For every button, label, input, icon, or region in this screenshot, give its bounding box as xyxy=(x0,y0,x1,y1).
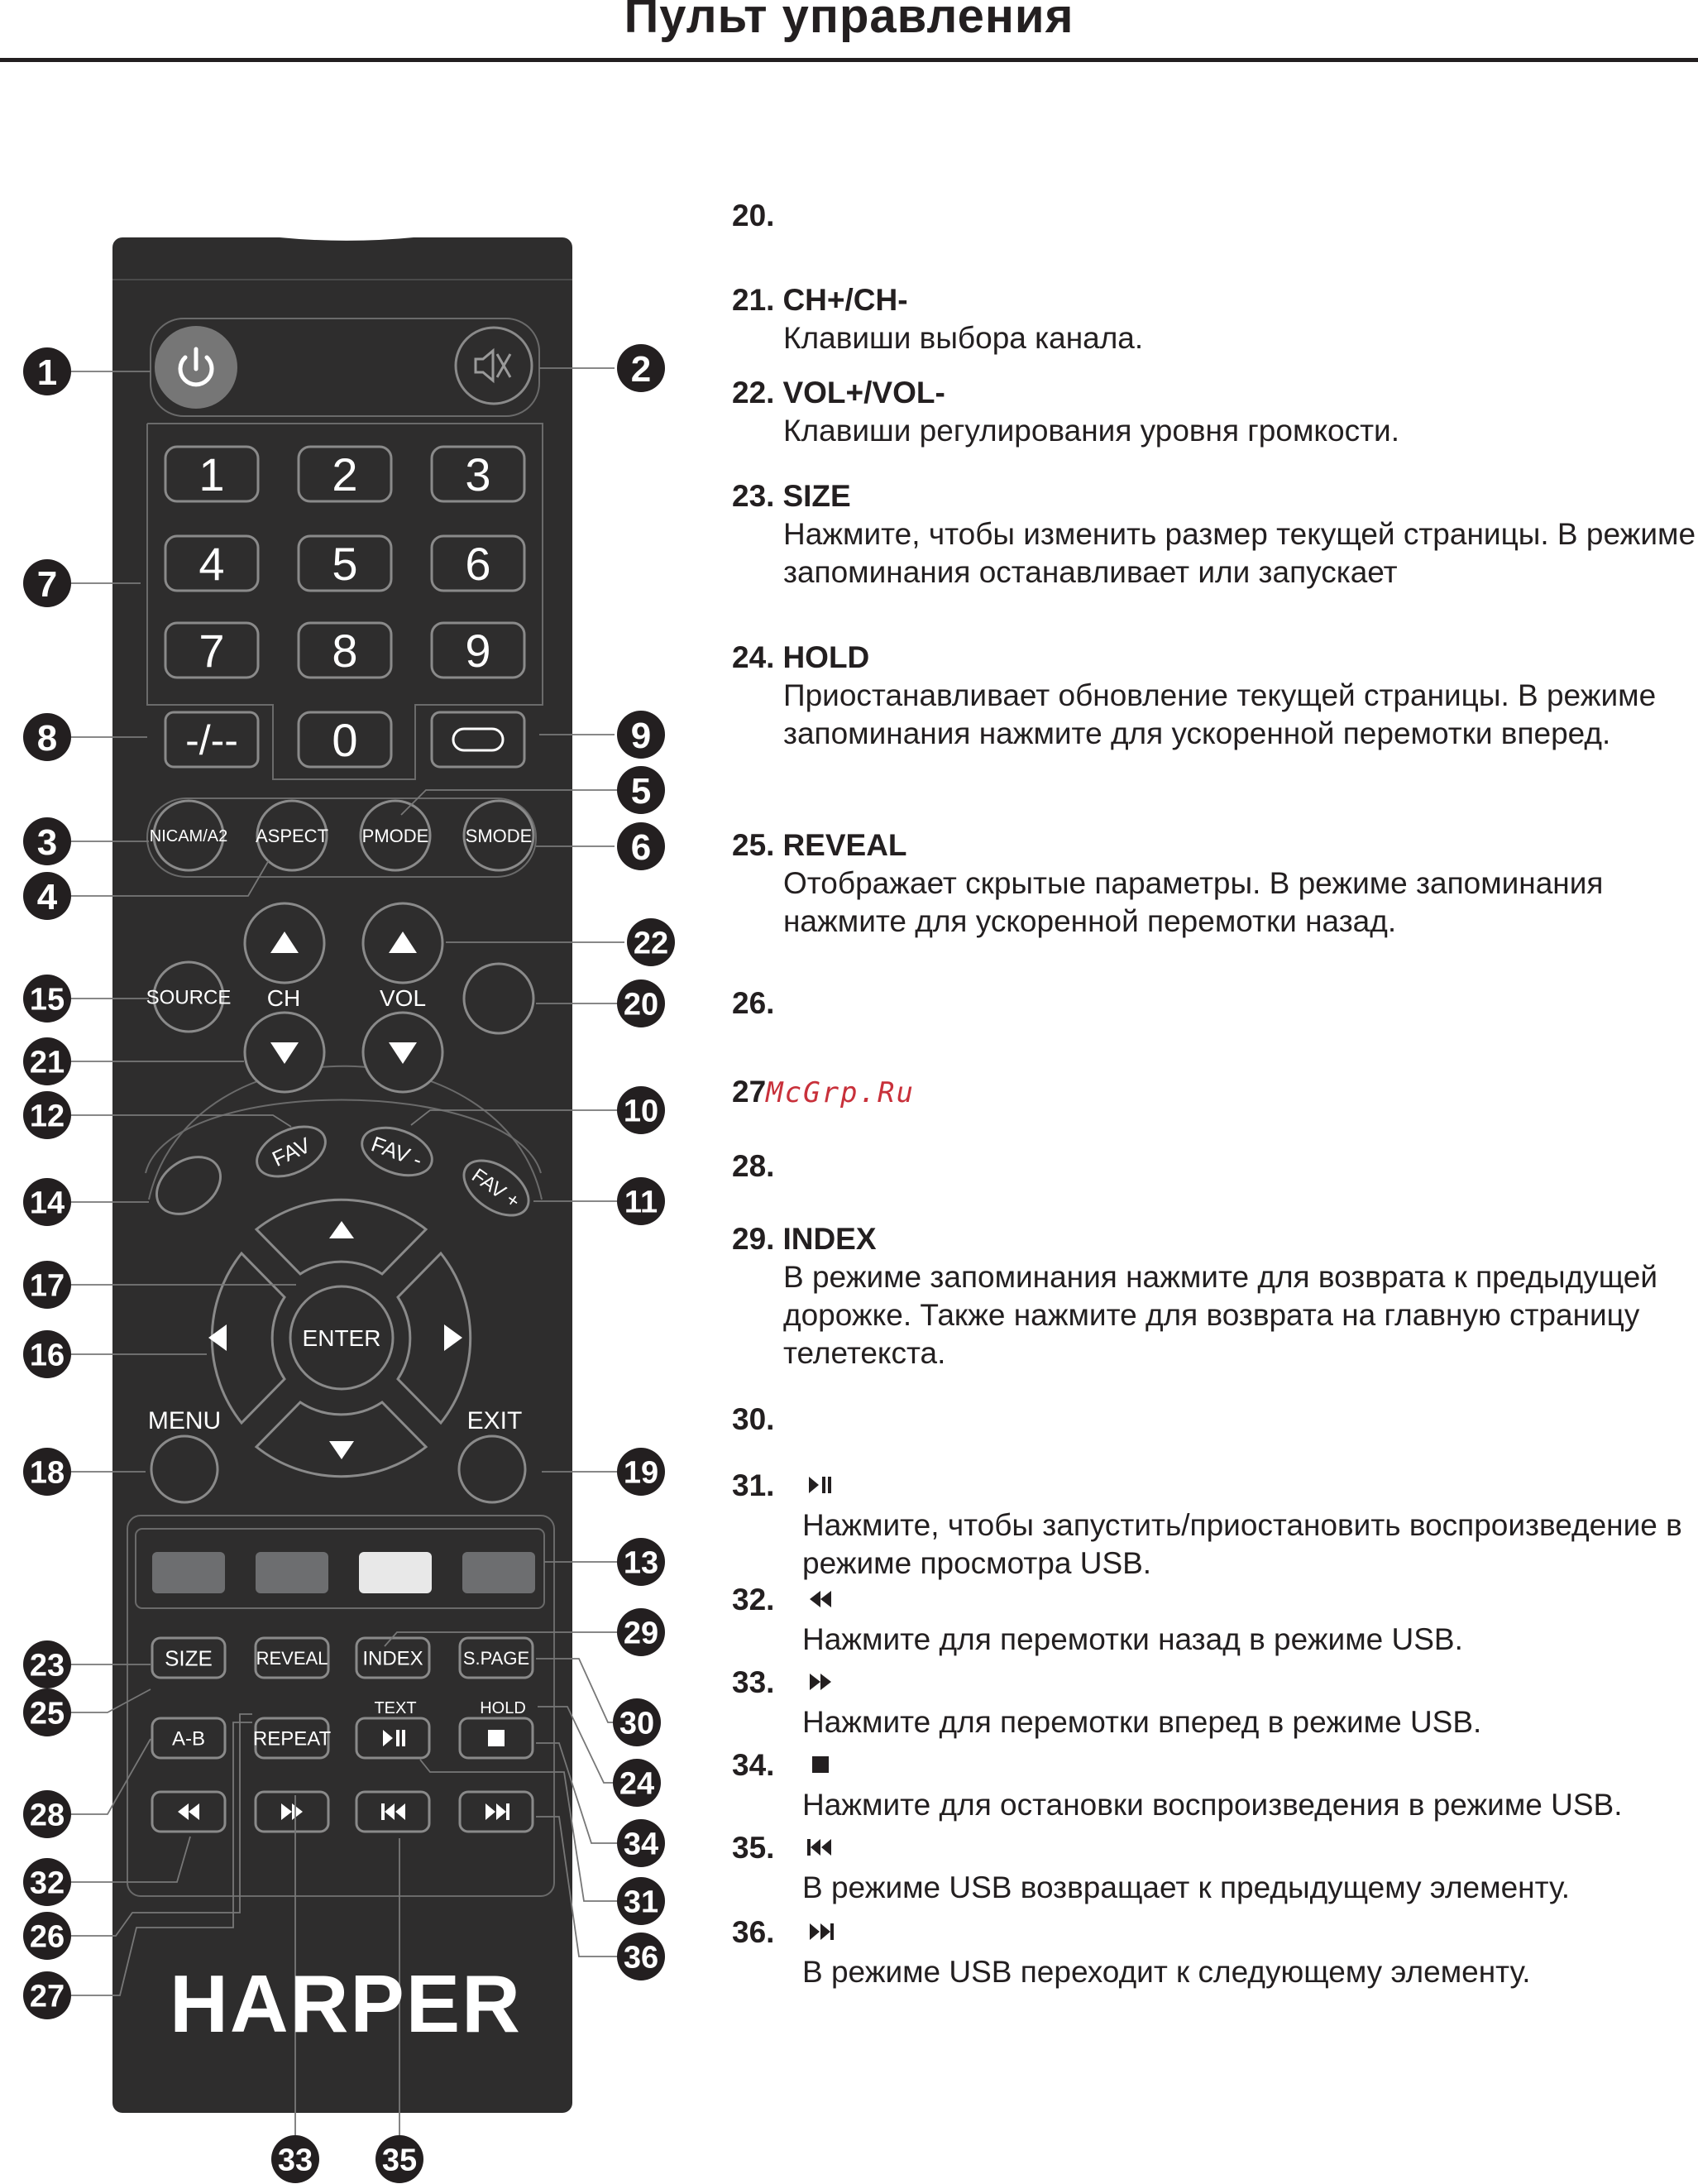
digit-label: 9 xyxy=(465,625,491,677)
reveal-button-label: REVEAL xyxy=(256,1647,328,1669)
spage-button-label: S.PAGE xyxy=(462,1647,530,1669)
callout-label: 3 xyxy=(36,821,58,863)
watermark: McGrp.Ru xyxy=(766,1076,915,1109)
entry-number: 31. xyxy=(732,1468,775,1502)
ch-label: CH xyxy=(266,985,301,1011)
callout-label: 6 xyxy=(630,826,652,868)
color-key-2-button[interactable] xyxy=(256,1552,328,1593)
callout-label: 16 xyxy=(29,1338,65,1373)
entry-number: 24. xyxy=(732,640,775,674)
nicam-button-label: NICAM/A2 xyxy=(149,827,228,846)
digit-label: 4 xyxy=(198,538,225,590)
callout-label: 21 xyxy=(29,1045,65,1080)
entry-description: Приостанавливает обновление текущей страницы. В режиме запоминания нажмите для ускоренной перемотки вперед. xyxy=(783,678,1657,750)
stop-icon xyxy=(804,1748,837,1786)
callout-label: 36 xyxy=(623,1940,659,1976)
callout-label: 31 xyxy=(623,1885,659,1920)
entry-number: 29. xyxy=(732,1222,775,1256)
digit-label: 7 xyxy=(198,625,225,677)
fav-plus-button-label: FAV + xyxy=(467,1164,524,1214)
text-label: TEXT xyxy=(374,1699,417,1717)
entry-number: 28. xyxy=(732,1149,775,1183)
callout-label: 28 xyxy=(29,1798,65,1833)
callout-label: 22 xyxy=(633,926,669,961)
enter-label: ENTER xyxy=(302,1325,381,1351)
color-key-1-button[interactable] xyxy=(152,1552,225,1593)
callout-label: 8 xyxy=(36,717,58,759)
digit-label: 8 xyxy=(332,625,358,677)
stop-icon xyxy=(488,1730,505,1746)
callout-label: 11 xyxy=(624,1185,658,1220)
menu-label: MENU xyxy=(147,1407,222,1434)
entry-name: VOL+/VOL- xyxy=(782,376,945,410)
entry-name: HOLD xyxy=(782,640,870,674)
pmode-button-label: PMODE xyxy=(361,825,429,846)
digit-label: 0 xyxy=(332,714,358,766)
entry-name: SIZE xyxy=(782,479,851,513)
entry-number: 26. xyxy=(732,986,775,1020)
rewind-icon xyxy=(804,1583,837,1621)
entry-description: В режиме USB переходит к следующему элементу. xyxy=(802,1955,1531,1990)
page-title: Пульт управления xyxy=(624,0,1074,43)
unlabeled-button[interactable] xyxy=(464,964,533,1033)
entry-description: Клавиши регулирования уровня громкости. xyxy=(783,414,1399,448)
digit-label: 6 xyxy=(465,538,491,590)
callout-label: 7 xyxy=(36,563,58,605)
entry-number: 35. xyxy=(732,1831,775,1865)
entry-27 xyxy=(732,1073,915,1112)
entry-28 xyxy=(732,1147,774,1185)
callout-label: 24 xyxy=(619,1766,655,1802)
entry-description: В режиме USB возвращает к предыдущему элементу. xyxy=(802,1870,1571,1905)
entry-32 xyxy=(732,1581,1463,1659)
entry-number: 36. xyxy=(732,1915,775,1949)
callout-label: 25 xyxy=(29,1696,65,1731)
digit-label: 1 xyxy=(198,448,225,500)
callout-label: 2 xyxy=(630,348,652,390)
entry-21 xyxy=(732,281,1143,357)
aspect-button-label: ASPECT xyxy=(255,825,329,846)
exit-label: EXIT xyxy=(466,1407,523,1434)
hold-label: HOLD xyxy=(480,1699,526,1717)
entry-number: 30. xyxy=(732,1402,775,1436)
entry-description: Нажмите для остановки воспроизведения в режиме USB. xyxy=(802,1788,1623,1822)
callout-label: 15 xyxy=(29,982,65,1018)
digit-label: 2 xyxy=(332,448,358,500)
callout-label: 5 xyxy=(630,770,652,812)
entry-number: 23. xyxy=(732,479,775,513)
entry-26 xyxy=(732,984,774,1023)
entry-description: Нажмите, чтобы изменить размер текущей страницы. В режиме запоминания останавливает или запускает xyxy=(783,517,1696,589)
callout-label: 33 xyxy=(277,2143,313,2178)
previous-icon xyxy=(804,1831,837,1869)
callout-label: 26 xyxy=(29,1919,65,1955)
entry-description: Нажмите, чтобы запустить/приостановить воспроизведение в режиме просмотра USB. xyxy=(802,1508,1682,1581)
color-key-3-button[interactable] xyxy=(359,1552,432,1593)
brand-logo: HARPER xyxy=(170,1958,522,2049)
callout-label: 14 xyxy=(29,1185,65,1221)
entry-33 xyxy=(732,1664,1481,1741)
smode-button-label: SMODE xyxy=(465,825,533,846)
entry-name: CH+/CH- xyxy=(782,283,908,317)
fav-minus-button-label: FAV - xyxy=(368,1131,426,1173)
entry-number: 27 xyxy=(732,1075,767,1109)
next-icon xyxy=(804,1915,837,1953)
ab-button-label: A-B xyxy=(171,1727,206,1751)
entry-23 xyxy=(732,477,1698,592)
entry-20 xyxy=(732,197,774,235)
callout-label: 18 xyxy=(29,1455,65,1491)
repeat-button-label: REPEAT xyxy=(252,1727,332,1751)
callout-label: 23 xyxy=(29,1648,65,1684)
callout-label: 17 xyxy=(29,1268,65,1304)
entry-34 xyxy=(732,1746,1623,1824)
entry-number: 32. xyxy=(732,1583,775,1616)
callout-label: 35 xyxy=(381,2143,418,2178)
fav-button-label: FAV xyxy=(268,1132,314,1171)
callout-label: 10 xyxy=(623,1094,659,1129)
callout-label: 19 xyxy=(623,1455,659,1491)
callout-label: 12 xyxy=(29,1099,65,1134)
entry-25 xyxy=(732,826,1698,941)
callout-label: 30 xyxy=(619,1706,655,1741)
entry-30 xyxy=(732,1401,774,1439)
entry-number: 21. xyxy=(732,283,775,317)
size-button-label: SIZE xyxy=(165,1645,213,1671)
callout-label: 1 xyxy=(36,352,58,393)
menu-button[interactable] xyxy=(151,1436,218,1502)
loop-button[interactable] xyxy=(432,712,524,767)
entry-number: 34. xyxy=(732,1748,775,1782)
entry-29 xyxy=(732,1220,1698,1372)
callout-label: 20 xyxy=(623,987,659,1023)
color-key-4-button[interactable] xyxy=(462,1552,535,1593)
callout-label: 4 xyxy=(36,876,58,917)
entry-description: Клавиши выбора канала. xyxy=(783,321,1144,355)
entry-description: В режиме запоминания нажмите для возврата к предыдущей дорожке. Также нажмите для возврата на главную страницу телетекста. xyxy=(783,1260,1657,1370)
exit-button[interactable] xyxy=(459,1436,525,1502)
dash-button-label: -/-- xyxy=(185,717,238,764)
entry-number: 33. xyxy=(732,1665,775,1699)
source-button-label: SOURCE xyxy=(146,986,232,1009)
entry-description: Отображает скрытые параметры. В режиме запоминания нажмите для ускоренной перемотки назад. xyxy=(783,866,1604,938)
index-button-label: INDEX xyxy=(362,1647,423,1670)
vol-label: VOL xyxy=(379,985,427,1011)
digit-label: 3 xyxy=(465,448,491,500)
entry-number: 22. xyxy=(732,376,775,410)
fast-forward-icon xyxy=(804,1665,837,1703)
callout-label: 27 xyxy=(29,1979,65,2014)
callout-label: 13 xyxy=(623,1545,659,1581)
entry-name: INDEX xyxy=(782,1222,877,1256)
play-pause-icon xyxy=(804,1468,837,1506)
entry-24 xyxy=(732,639,1698,753)
entry-name: REVEAL xyxy=(782,828,907,862)
digit-label: 5 xyxy=(332,538,358,590)
entry-35 xyxy=(732,1829,1570,1907)
entry-22 xyxy=(732,374,1399,450)
entry-number: 25. xyxy=(732,828,775,862)
entry-number: 20. xyxy=(732,199,775,232)
callout-label: 29 xyxy=(623,1616,659,1651)
callout-label: 34 xyxy=(623,1827,659,1862)
callout-label: 32 xyxy=(29,1866,65,1901)
entry-36 xyxy=(732,1913,1531,1991)
entry-description: Нажмите для перемотки вперед в режиме USB. xyxy=(802,1705,1482,1740)
callout-label: 9 xyxy=(630,715,652,756)
entry-description: Нажмите для перемотки назад в режиме USB. xyxy=(802,1622,1463,1657)
entry-31 xyxy=(732,1467,1698,1583)
